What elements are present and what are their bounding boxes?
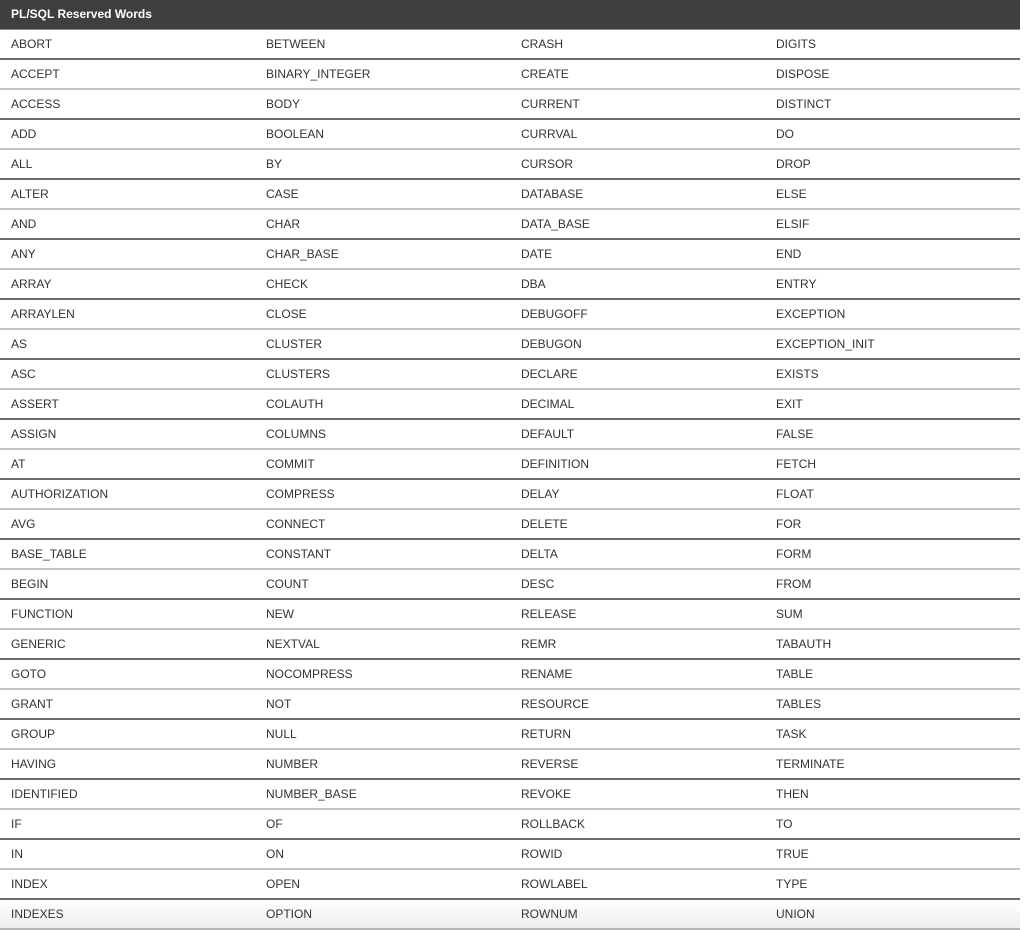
reserved-word-cell: NULL: [255, 719, 510, 749]
reserved-word-cell: END: [765, 239, 1020, 269]
reserved-word-cell: DEBUGON: [510, 329, 765, 359]
table-row: [0, 509, 1020, 539]
reserved-word-cell: FROM: [765, 569, 1020, 599]
reserved-word-cell: ALTER: [0, 179, 255, 209]
reserved-word-cell: ASC: [0, 359, 255, 389]
reserved-word-cell: AND: [0, 209, 255, 239]
reserved-word-cell: DBA: [510, 269, 765, 299]
reserved-word-cell: DECIMAL: [510, 389, 765, 419]
reserved-word-cell: RESOURCE: [510, 689, 765, 719]
table-row: [0, 329, 1020, 359]
table-row: [0, 839, 1020, 869]
reserved-word-cell: HAVING: [0, 749, 255, 779]
table-row: [0, 689, 1020, 719]
table-row: [0, 419, 1020, 449]
reserved-word-cell: BOOLEAN: [255, 119, 510, 149]
reserved-word-cell: IF: [0, 809, 255, 839]
table-body: [0, 29, 1020, 929]
reserved-word-cell: ENTRY: [765, 269, 1020, 299]
reserved-word-cell: DEBUGOFF: [510, 299, 765, 329]
reserved-word-cell: RENAME: [510, 659, 765, 689]
reserved-word-cell: EXISTS: [765, 359, 1020, 389]
reserved-word-cell: BETWEEN: [255, 29, 510, 59]
reserved-word-cell: FUNCTION: [0, 599, 255, 629]
table-row: [0, 149, 1020, 179]
reserved-word-cell: CONSTANT: [255, 539, 510, 569]
table-row: [0, 479, 1020, 509]
reserved-word-cell: THEN: [765, 779, 1020, 809]
table-row: [0, 629, 1020, 659]
table-row: [0, 599, 1020, 629]
reserved-word-cell: DATE: [510, 239, 765, 269]
reserved-word-cell: REMR: [510, 629, 765, 659]
reserved-word-cell: EXIT: [765, 389, 1020, 419]
reserved-word-cell: TO: [765, 809, 1020, 839]
reserved-word-cell: NOCOMPRESS: [255, 659, 510, 689]
table-row: [0, 239, 1020, 269]
reserved-word-cell: GROUP: [0, 719, 255, 749]
reserved-word-cell: INDEXES: [0, 899, 255, 929]
reserved-word-cell: ARRAY: [0, 269, 255, 299]
reserved-word-cell: ROLLBACK: [510, 809, 765, 839]
reserved-word-cell: ADD: [0, 119, 255, 149]
reserved-word-cell: NEW: [255, 599, 510, 629]
reserved-word-cell: TERMINATE: [765, 749, 1020, 779]
reserved-word-cell: TABLE: [765, 659, 1020, 689]
reserved-word-cell: TABAUTH: [765, 629, 1020, 659]
reserved-word-cell: ROWLABEL: [510, 869, 765, 899]
table-row: [0, 59, 1020, 89]
reserved-word-cell: DATA_BASE: [510, 209, 765, 239]
table-row: [0, 389, 1020, 419]
reserved-word-cell: BINARY_INTEGER: [255, 59, 510, 89]
reserved-word-cell: CHAR_BASE: [255, 239, 510, 269]
table-title: PL/SQL Reserved Words: [0, 0, 1020, 29]
reserved-word-cell: CASE: [255, 179, 510, 209]
table-row: [0, 119, 1020, 149]
table-row: [0, 779, 1020, 809]
reserved-word-cell: COLUMNS: [255, 419, 510, 449]
reserved-word-cell: ELSE: [765, 179, 1020, 209]
reserved-word-cell: CLUSTER: [255, 329, 510, 359]
table-row: [0, 179, 1020, 209]
reserved-word-cell: FETCH: [765, 449, 1020, 479]
table-row: [0, 809, 1020, 839]
reserved-word-cell: AUTHORIZATION: [0, 479, 255, 509]
reserved-word-cell: ALL: [0, 149, 255, 179]
reserved-word-cell: OPTION: [255, 899, 510, 929]
reserved-word-cell: OPEN: [255, 869, 510, 899]
table-row: [0, 359, 1020, 389]
reserved-word-cell: CONNECT: [255, 509, 510, 539]
reserved-word-cell: ACCESS: [0, 89, 255, 119]
reserved-word-cell: COLAUTH: [255, 389, 510, 419]
reserved-word-cell: ARRAYLEN: [0, 299, 255, 329]
reserved-word-cell: DECLARE: [510, 359, 765, 389]
reserved-word-cell: REVERSE: [510, 749, 765, 779]
reserved-word-cell: FLOAT: [765, 479, 1020, 509]
reserved-word-cell: CHECK: [255, 269, 510, 299]
reserved-word-cell: ROWNUM: [510, 899, 765, 929]
table-row: [0, 269, 1020, 299]
reserved-word-cell: CREATE: [510, 59, 765, 89]
reserved-word-cell: DEFINITION: [510, 449, 765, 479]
table-row: [0, 569, 1020, 599]
reserved-word-cell: DATABASE: [510, 179, 765, 209]
reserved-word-cell: DELAY: [510, 479, 765, 509]
reserved-word-cell: AVG: [0, 509, 255, 539]
table-header-row: [0, 0, 1020, 29]
reserved-word-cell: CURRENT: [510, 89, 765, 119]
table-row: [0, 29, 1020, 59]
reserved-word-cell: FALSE: [765, 419, 1020, 449]
reserved-word-cell: FOR: [765, 509, 1020, 539]
table-row: [0, 539, 1020, 569]
reserved-word-cell: NUMBER_BASE: [255, 779, 510, 809]
reserved-word-cell: CURSOR: [510, 149, 765, 179]
reserved-word-cell: IDENTIFIED: [0, 779, 255, 809]
reserved-word-cell: FORM: [765, 539, 1020, 569]
reserved-word-cell: GRANT: [0, 689, 255, 719]
reserved-word-cell: DELTA: [510, 539, 765, 569]
table-row: [0, 209, 1020, 239]
table-row: [0, 89, 1020, 119]
reserved-word-cell: CLUSTERS: [255, 359, 510, 389]
reserved-word-cell: CHAR: [255, 209, 510, 239]
reserved-word-cell: BODY: [255, 89, 510, 119]
reserved-word-cell: IN: [0, 839, 255, 869]
reserved-word-cell: DROP: [765, 149, 1020, 179]
reserved-word-cell: INDEX: [0, 869, 255, 899]
table-row: [0, 659, 1020, 689]
reserved-word-cell: BY: [255, 149, 510, 179]
reserved-word-cell: ANY: [0, 239, 255, 269]
reserved-word-cell: DIGITS: [765, 29, 1020, 59]
reserved-word-cell: NEXTVAL: [255, 629, 510, 659]
reserved-word-cell: GOTO: [0, 659, 255, 689]
reserved-word-cell: AS: [0, 329, 255, 359]
reserved-word-cell: ASSERT: [0, 389, 255, 419]
reserved-word-cell: REVOKE: [510, 779, 765, 809]
reserved-word-cell: DO: [765, 119, 1020, 149]
reserved-word-cell: DISTINCT: [765, 89, 1020, 119]
reserved-word-cell: COMPRESS: [255, 479, 510, 509]
reserved-word-cell: CRASH: [510, 29, 765, 59]
table-row: [0, 749, 1020, 779]
reserved-word-cell: TYPE: [765, 869, 1020, 899]
table-row: [0, 299, 1020, 329]
reserved-word-cell: AT: [0, 449, 255, 479]
reserved-word-cell: EXCEPTION: [765, 299, 1020, 329]
reserved-word-cell: BEGIN: [0, 569, 255, 599]
reserved-word-cell: TASK: [765, 719, 1020, 749]
reserved-word-cell: ELSIF: [765, 209, 1020, 239]
table-row: [0, 899, 1020, 929]
reserved-word-cell: TABLES: [765, 689, 1020, 719]
table-row: [0, 869, 1020, 899]
reserved-word-cell: ABORT: [0, 29, 255, 59]
reserved-word-cell: DEFAULT: [510, 419, 765, 449]
reserved-word-cell: OF: [255, 809, 510, 839]
reserved-word-cell: COUNT: [255, 569, 510, 599]
reserved-word-cell: CLOSE: [255, 299, 510, 329]
reserved-word-cell: RETURN: [510, 719, 765, 749]
reserved-word-cell: SUM: [765, 599, 1020, 629]
reserved-word-cell: BASE_TABLE: [0, 539, 255, 569]
reserved-word-cell: DISPOSE: [765, 59, 1020, 89]
reserved-word-cell: EXCEPTION_INIT: [765, 329, 1020, 359]
reserved-word-cell: DELETE: [510, 509, 765, 539]
reserved-word-cell: RELEASE: [510, 599, 765, 629]
reserved-word-cell: CURRVAL: [510, 119, 765, 149]
reserved-word-cell: NUMBER: [255, 749, 510, 779]
table-row: [0, 719, 1020, 749]
reserved-word-cell: TRUE: [765, 839, 1020, 869]
reserved-word-cell: ON: [255, 839, 510, 869]
reserved-word-cell: DESC: [510, 569, 765, 599]
reserved-word-cell: UNION: [765, 899, 1020, 929]
reserved-word-cell: ACCEPT: [0, 59, 255, 89]
reserved-word-cell: GENERIC: [0, 629, 255, 659]
reserved-word-cell: ROWID: [510, 839, 765, 869]
reserved-word-cell: NOT: [255, 689, 510, 719]
reserved-word-cell: COMMIT: [255, 449, 510, 479]
table-row: [0, 449, 1020, 479]
reserved-word-cell: ASSIGN: [0, 419, 255, 449]
